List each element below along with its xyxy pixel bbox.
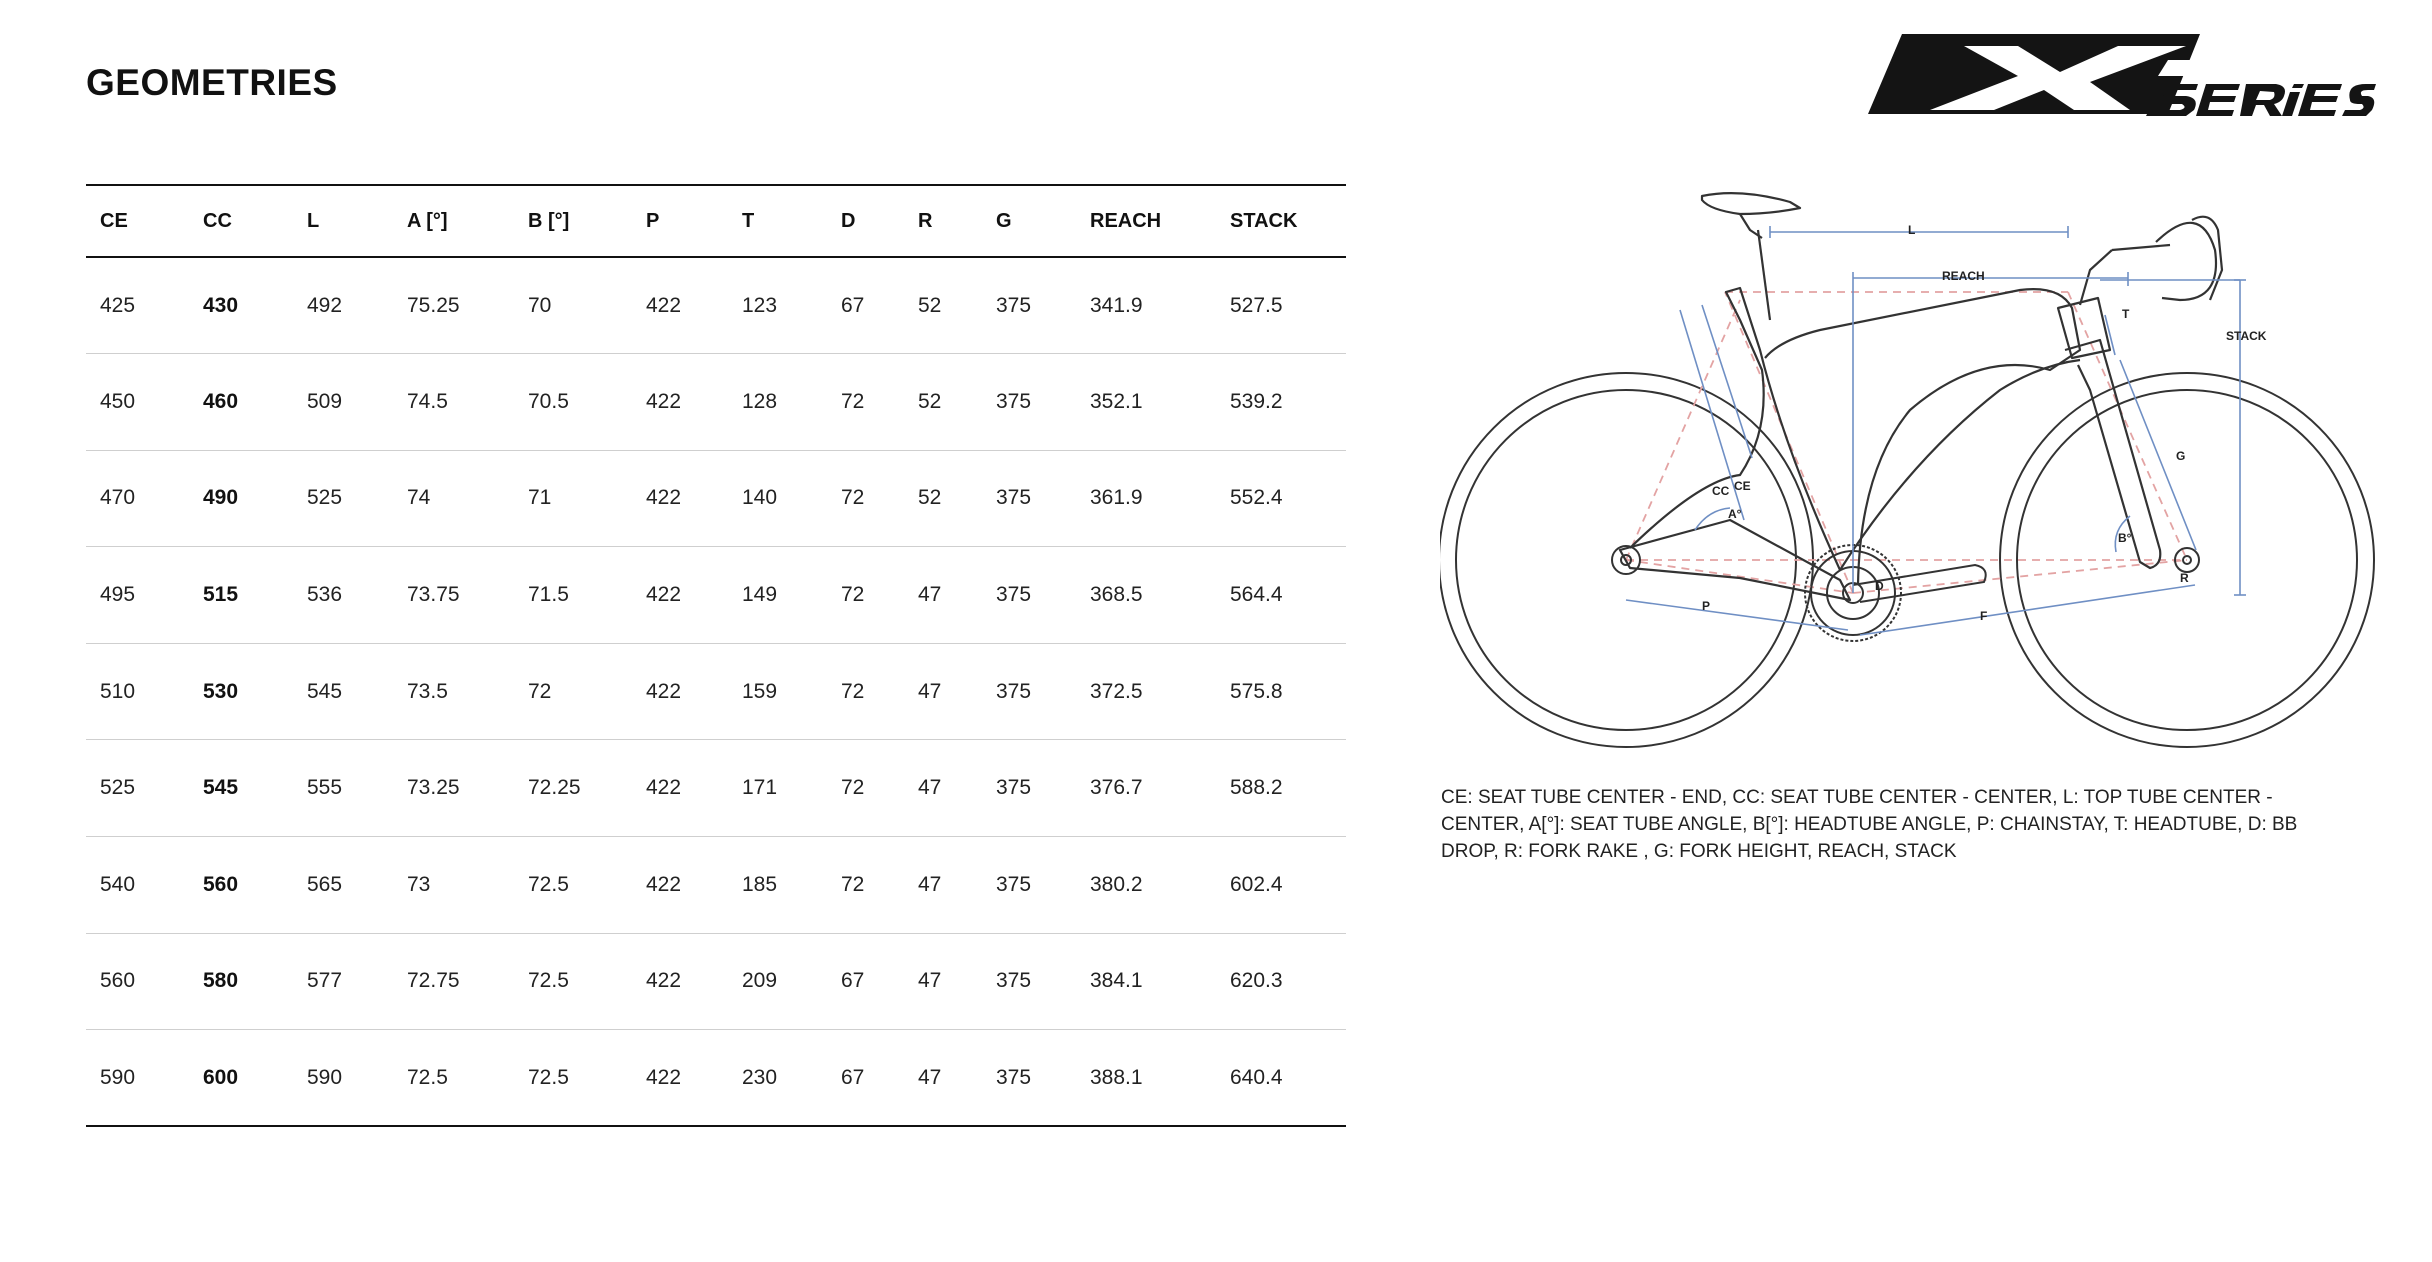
table-cell: 70.5 [514,354,632,451]
table-cell: 72 [827,740,904,837]
table-row [86,257,1346,354]
table-cell: 552.4 [1216,450,1346,547]
label-reach: REACH [1942,269,1985,283]
table-cell: 72.5 [514,933,632,1030]
table-cell: 380.2 [1076,837,1216,934]
table-cell: 375 [982,933,1076,1030]
table-cell: 47 [904,547,982,644]
column-header: L [293,185,393,257]
table-cell: 555 [293,740,393,837]
bike-geometry-diagram [1440,190,2390,770]
table-cell: 123 [728,257,827,354]
table-cell: 72 [827,837,904,934]
table-cell: 388.1 [1076,1030,1216,1127]
table-cell: 47 [904,933,982,1030]
table-cell: 422 [632,354,728,451]
dimension-labels [1702,223,2267,623]
table-cell: 495 [86,547,189,644]
table-cell: 492 [293,257,393,354]
table-cell: 450 [86,354,189,451]
table-cell: 72.25 [514,740,632,837]
table-row [86,740,1346,837]
table-cell: 430 [189,257,293,354]
table-cell: 565 [293,837,393,934]
table-cell: 70 [514,257,632,354]
column-header: A [°] [393,185,514,257]
table-row [86,354,1346,451]
column-header: G [982,185,1076,257]
table-cell: 577 [293,933,393,1030]
table-cell: 590 [293,1030,393,1127]
bike-frame [1620,193,2222,600]
table-cell: 540 [86,837,189,934]
column-header: B [°] [514,185,632,257]
table-cell: 375 [982,1030,1076,1127]
table-cell: 590 [86,1030,189,1127]
table-cell: 47 [904,1030,982,1127]
table-cell: 515 [189,547,293,644]
table-cell: 422 [632,257,728,354]
table-cell: 422 [632,450,728,547]
table-cell: 230 [728,1030,827,1127]
table-cell: 588.2 [1216,740,1346,837]
table-cell: 375 [982,643,1076,740]
label-ce: CE [1734,479,1751,493]
bike-geometry-svg [1440,190,2390,770]
table-cell: 72 [827,450,904,547]
table-row [86,643,1346,740]
table-cell: 341.9 [1076,257,1216,354]
table-cell: 375 [982,450,1076,547]
label-b-angle: B° [2118,531,2132,545]
table-cell: 159 [728,643,827,740]
x-series-logo [1868,30,2376,118]
table-cell: 600 [189,1030,293,1127]
column-header: REACH [1076,185,1216,257]
label-a-angle: A° [1728,507,1742,521]
table-cell: 560 [189,837,293,934]
table-row [86,837,1346,934]
table-cell: 171 [728,740,827,837]
label-stack: STACK [2226,329,2267,343]
table-cell: 72 [827,547,904,644]
table-cell: 509 [293,354,393,451]
table-cell: 640.4 [1216,1030,1346,1127]
table-cell: 352.1 [1076,354,1216,451]
table-cell: 74 [393,450,514,547]
table-cell: 71 [514,450,632,547]
table-cell: 490 [189,450,293,547]
table-cell: 602.4 [1216,837,1346,934]
table-cell: 72.5 [393,1030,514,1127]
table-cell: 527.5 [1216,257,1346,354]
table-cell: 361.9 [1076,450,1216,547]
table-cell: 525 [293,450,393,547]
table-cell: 47 [904,740,982,837]
column-header: P [632,185,728,257]
table-cell: 375 [982,837,1076,934]
table-cell: 73.25 [393,740,514,837]
table-cell: 422 [632,643,728,740]
table-cell: 52 [904,450,982,547]
column-header: R [904,185,982,257]
table-cell: 580 [189,933,293,1030]
table-cell: 545 [189,740,293,837]
dimension-lines [1626,226,2246,635]
table-cell: 47 [904,837,982,934]
table-cell: 510 [86,643,189,740]
table-cell: 545 [293,643,393,740]
label-d: D [1875,579,1884,593]
table-cell: 185 [728,837,827,934]
table-cell: 375 [982,547,1076,644]
page-title: GEOMETRIES [86,62,338,103]
table-cell: 149 [728,547,827,644]
table-cell: 525 [86,740,189,837]
table-cell: 422 [632,1030,728,1127]
column-header: CC [189,185,293,257]
table-row [86,1030,1346,1127]
label-cc: CC [1712,484,1730,498]
table-cell: 375 [982,354,1076,451]
table-cell: 72 [827,354,904,451]
table-cell: 73 [393,837,514,934]
table-cell: 72.5 [514,1030,632,1127]
column-header: CE [86,185,189,257]
table-cell: 620.3 [1216,933,1346,1030]
table-row [86,547,1346,644]
table-cell: 209 [728,933,827,1030]
label-t: T [2122,307,2130,321]
table-cell: 575.8 [1216,643,1346,740]
table-cell: 425 [86,257,189,354]
table-cell: 376.7 [1076,740,1216,837]
table-cell: 72.5 [514,837,632,934]
table-cell: 52 [904,257,982,354]
table-cell: 460 [189,354,293,451]
table-cell: 72 [514,643,632,740]
table-cell: 52 [904,354,982,451]
table-cell: 536 [293,547,393,644]
table-cell: 75.25 [393,257,514,354]
label-f: F [1980,609,1988,623]
label-p: P [1702,599,1711,613]
table-cell: 72 [827,643,904,740]
table-cell: 375 [982,257,1076,354]
geometry-dashed-lines [1626,292,2187,593]
legend-caption: CE: SEAT TUBE CENTER - END, CC: SEAT TUBE CENTER - CENTER, L: TOP TUBE CENTER - CENTER, A[°]: SEAT TUBE ANGLE, B[°]: HEADTUBE ANGLE, P: CHAINSTAY, T: HEADTUBE, D: BB DROP, R: FORK RAKE , G: FORK HEIGHT, REACH, STACK [1441,787,2298,862]
table-cell: 47 [904,643,982,740]
table-cell: 422 [632,740,728,837]
table-cell: 422 [632,933,728,1030]
table-cell: 539.2 [1216,354,1346,451]
column-header: T [728,185,827,257]
table-cell: 372.5 [1076,643,1216,740]
table-row [86,933,1346,1030]
column-header: D [827,185,904,257]
table-cell: 384.1 [1076,933,1216,1030]
label-l: L [1908,223,1916,237]
table-cell: 67 [827,257,904,354]
table-cell: 128 [728,354,827,451]
table-cell: 72.75 [393,933,514,1030]
label-g: G [2176,449,2186,463]
table-cell: 564.4 [1216,547,1346,644]
table-cell: 140 [728,450,827,547]
table-row [86,450,1346,547]
geometry-table [86,184,1346,1127]
table-cell: 422 [632,837,728,934]
table-header-row [86,185,1346,257]
table-cell: 470 [86,450,189,547]
table-cell: 71.5 [514,547,632,644]
table-cell: 375 [982,740,1076,837]
x-series-logo-graphic [1868,30,2376,118]
table-body [86,257,1346,1126]
table-cell: 67 [827,933,904,1030]
table-cell: 74.5 [393,354,514,451]
column-header: STACK [1216,185,1346,257]
label-r: R [2180,571,2189,585]
table-cell: 560 [86,933,189,1030]
table-cell: 368.5 [1076,547,1216,644]
table-cell: 73.5 [393,643,514,740]
table-cell: 67 [827,1030,904,1127]
table-cell: 422 [632,547,728,644]
table-cell: 530 [189,643,293,740]
table-cell: 73.75 [393,547,514,644]
